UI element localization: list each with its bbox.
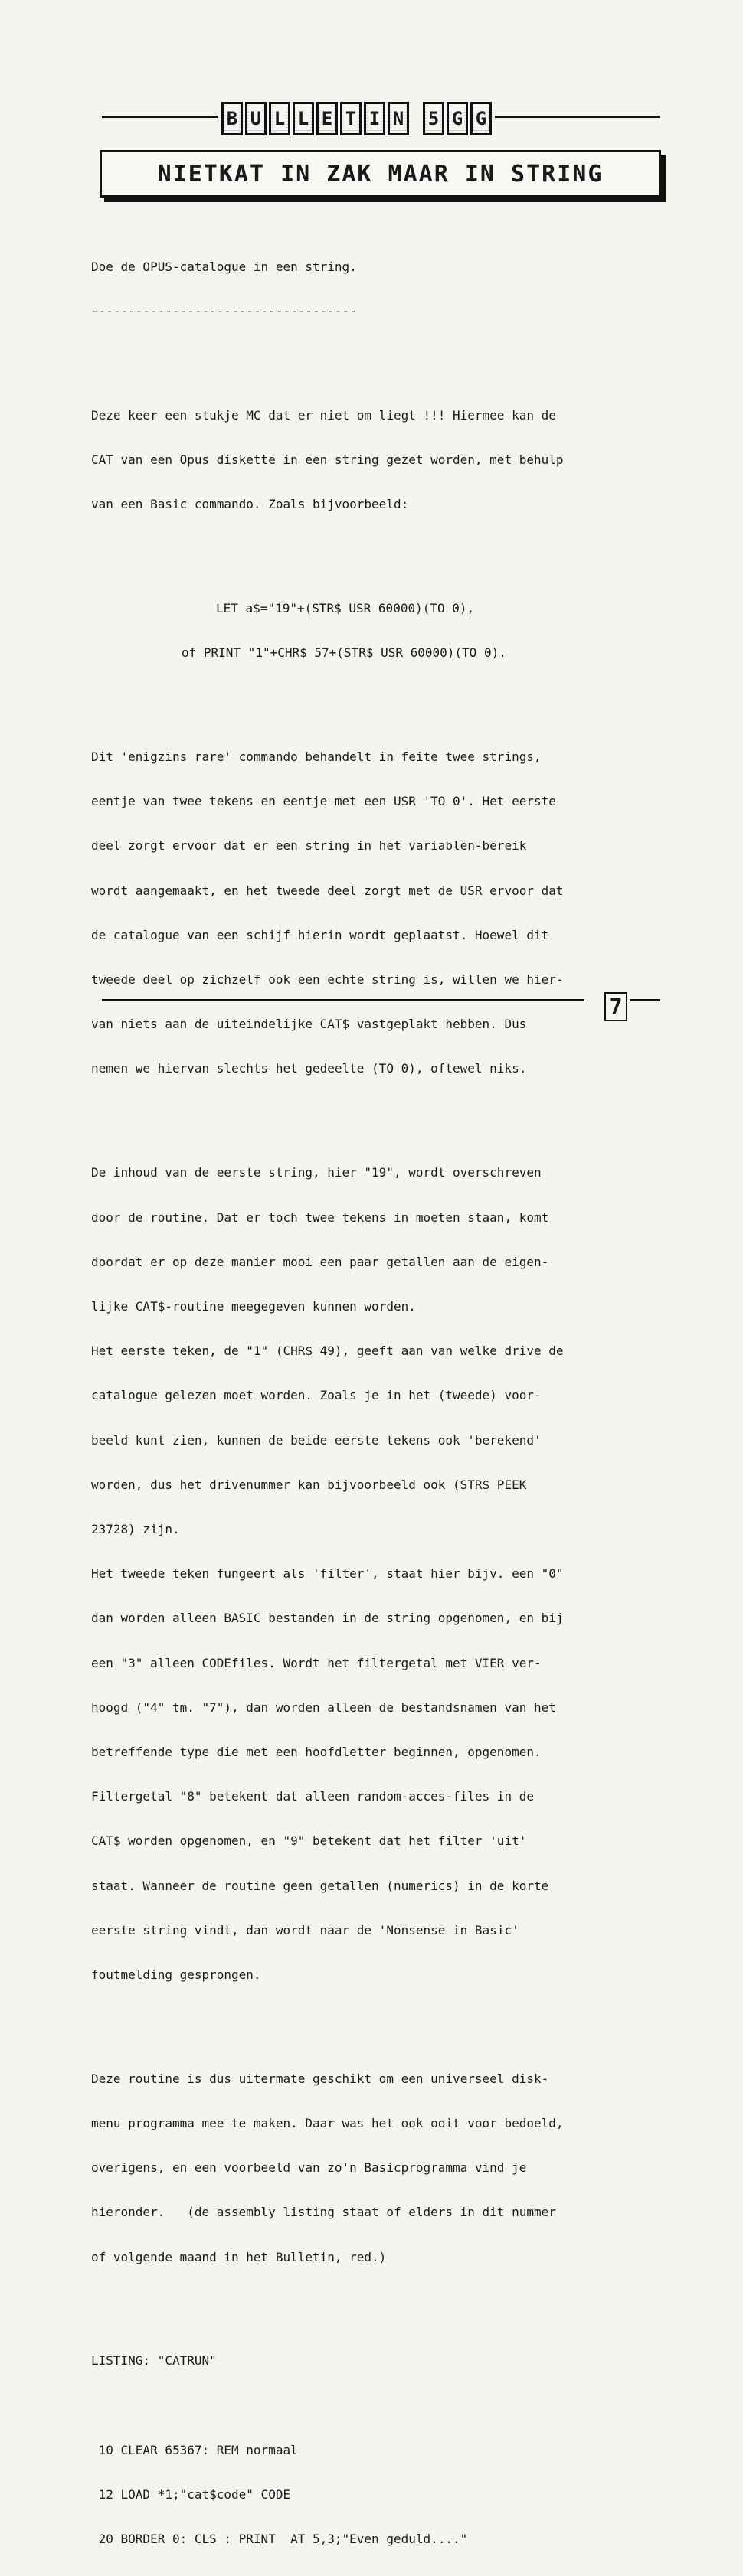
paragraph-line: wordt aangemaakt, en het tweede deel zorgt met de USR ervoor dat: [91, 883, 564, 898]
paragraph-line: deel zorgt ervoor dat er een string in het variablen-bereik: [91, 838, 527, 854]
paragraph-line: hoogd ("4" tm. "7"), dan worden alleen de bestandsnamen van het: [91, 1699, 556, 1715]
paragraph-line: eentje van twee tekens en eentje met een USR 'TO 0'. Het eerste: [91, 794, 556, 809]
paragraph-line: dan worden alleen BASIC bestanden in de string opgenomen, en bij: [91, 1611, 564, 1626]
bulletin-letter: L: [269, 102, 290, 135]
paragraph-line: lijke CAT$-routine meegegeven kunnen worden.: [91, 1298, 416, 1314]
paragraph-line: Dit 'enigzins rare' commando behandelt in feite twee strings,: [91, 749, 542, 765]
bulletin-letter: E: [316, 102, 338, 135]
article-title: NIETKAT IN ZAK MAAR IN STRING: [157, 160, 604, 188]
paragraph-line: overigens, en een voorbeeld van zo'n Basicprogramma vind je: [91, 2160, 527, 2176]
listing-line: 10 CLEAR 65367: REM normaal: [91, 2442, 298, 2457]
bulletin-letter: B: [221, 102, 243, 135]
paragraph-line: Het eerste teken, de "1" (CHR$ 49), geeft aan van welke drive de: [91, 1344, 564, 1359]
paragraph-line: of volgende maand in het Bulletin, red.): [91, 2249, 387, 2264]
footer-rule: [630, 999, 660, 1001]
bulletin-logo: [218, 102, 495, 137]
intro-underline: ------------------------------------: [91, 304, 357, 319]
paragraph-line: betreffende type die met een hoofdletter beginnen, opgenomen.: [91, 1744, 542, 1759]
bulletin-letter: N: [388, 102, 409, 135]
paragraph-line: door de routine. Dat er toch twee tekens in moeten staan, komt: [91, 1210, 549, 1225]
bulletin-number-char: 5: [423, 102, 444, 135]
example-line: LET a$="19"+(STR$ USR 60000)(TO 0),: [216, 601, 475, 616]
bulletin-letter: I: [364, 102, 385, 135]
paragraph-line: eerste string vindt, dan wordt naar de 'Nonsense in Basic': [91, 1922, 519, 1938]
paragraph-line: Het tweede teken fungeert als 'filter', staat hier bijv. een "0": [91, 1566, 564, 1582]
bulletin-number-char: G: [470, 102, 492, 135]
paragraph-line: Filtergetal "8" betekent dat alleen random-acces-files in de: [91, 1789, 534, 1804]
bulletin-letter: L: [293, 102, 314, 135]
bulletin-letter: T: [340, 102, 362, 135]
paragraph-line: Deze keer een stukje MC dat er niet om liegt !!! Hiermee kan de: [91, 407, 556, 423]
listing-label: LISTING: "CATRUN": [91, 2353, 217, 2369]
paragraph-line: tweede deel op zichzelf ook een echte string is, willen we hier-: [91, 972, 564, 988]
footer-rule: [102, 999, 584, 1001]
paragraph-line: beeld kunt zien, kunnen de beide eerste tekens ook 'berekend': [91, 1432, 542, 1448]
paragraph-line: de catalogue van een schijf hierin wordt geplaatst. Hoewel dit: [91, 927, 549, 942]
bulletin-letter: U: [245, 102, 267, 135]
article-body: [91, 230, 667, 2576]
paragraph-line: doordat er op deze manier mooi een paar getallen aan de eigen-: [91, 1254, 549, 1269]
paragraph-line: menu programma mee te maken. Daar was het ook ooit voor bedoeld,: [91, 2115, 564, 2130]
intro-line: Doe de OPUS-catalogue in een string.: [91, 259, 357, 274]
paragraph-line: CAT$ worden opgenomen, en "9" betekent dat het filter 'uit': [91, 1833, 527, 1849]
paragraph-line: hieronder. (de assembly listing staat of elders in dit nummer: [91, 2205, 556, 2220]
paragraph-line: De inhoud van de eerste string, hier "19", wordt overschreven: [91, 1165, 542, 1180]
paragraph-line: nemen we hiervan slechts het gedeelte (TO 0), oftewel niks.: [91, 1061, 527, 1076]
paragraph-line: worden, dus het drivenummer kan bijvoorbeeld ook (STR$ PEEK: [91, 1477, 527, 1492]
bulletin-number-char: G: [447, 102, 468, 135]
paragraph-line: Deze routine is dus uitermate geschikt om een universeel disk-: [91, 2071, 549, 2086]
paragraph-line: catalogue gelezen moet worden. Zoals je in het (tweede) voor-: [91, 1388, 542, 1403]
paragraph-line: CAT van een Opus diskette in een string gezet worden, met behulp: [91, 452, 564, 468]
paragraph-line: 23728) zijn.: [91, 1521, 180, 1536]
paragraph-line: van niets aan de uiteindelijke CAT$ vastgeplakt hebben. Dus: [91, 1017, 527, 1032]
article-title-box: [100, 150, 661, 198]
paragraph-line: foutmelding gesprongen.: [91, 1967, 261, 1982]
paragraph-line: een "3" alleen CODEfiles. Wordt het filtergetal met VIER ver-: [91, 1655, 542, 1670]
example-line: of PRINT "1"+CHR$ 57+(STR$ USR 60000)(TO 0).: [182, 645, 506, 661]
paragraph-line: van een Basic commando. Zoals bijvoorbeeld:: [91, 497, 409, 512]
listing-line: 12 LOAD *1;"cat$code" CODE: [91, 2487, 291, 2502]
page-number: 7: [604, 992, 627, 1021]
paragraph-line: staat. Wanneer de routine geen getallen (numerics) in de korte: [91, 1878, 549, 1893]
listing-line: 20 BORDER 0: CLS : PRINT AT 5,3;"Even geduld....": [91, 2532, 468, 2547]
